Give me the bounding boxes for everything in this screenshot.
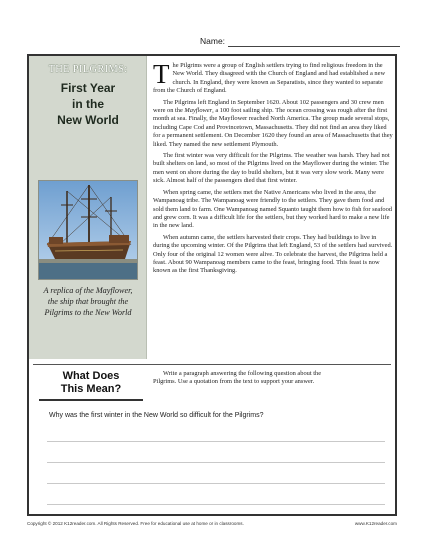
title-line: First Year [60, 81, 116, 95]
caption-line: A replica of the Mayflower, [43, 286, 133, 295]
copyright-notice: Copyright © 2012 K12reader.com. All Rights Reserved. Free for educational use at home or in classrooms. [27, 521, 244, 526]
instructions-line: Pilgrims. Use a quotation from the text to support your answer. [153, 378, 315, 386]
name-field[interactable] [200, 36, 400, 50]
section-divider [33, 364, 391, 365]
title-sidebar [29, 56, 147, 359]
paragraph-2 [153, 99, 393, 149]
answer-line[interactable] [47, 504, 385, 505]
answer-line[interactable] [47, 441, 385, 442]
page-title [29, 80, 147, 128]
name-label: Name: [200, 36, 226, 46]
heading-underline [39, 399, 143, 401]
paragraph-4: When spring came, the settlers met the Native Americans who lived in the area, the Wampanoag tribe. The Wampanoag were friendly to the settlers. They gave them food and sold them land to farm. One Wampanoag named Squanto taught them how to fish for seafood and grew corn. It was a difficult life for the settlers, but they worked hard to make a new life in the new land. [153, 188, 392, 230]
caption-line: Pilgrims to the New World [44, 307, 132, 317]
series-label: THE PILGRIMS: [48, 64, 128, 75]
answer-line[interactable] [47, 462, 385, 463]
answer-line[interactable] [47, 483, 385, 484]
title-line: in the [72, 97, 104, 111]
ship-name: Mayflower [184, 107, 213, 115]
photo-caption [33, 286, 143, 318]
paragraph-1 [153, 59, 393, 96]
question-text: Why was the first winter in the New World so difficult for the Pilgrims? [49, 412, 264, 419]
title-line: New World [57, 113, 119, 127]
instructions [153, 370, 381, 387]
paragraph-text: , a 100 foot sailing ship. The ocean crossing was rough after the first month at sea. Finally, the Mayflower reached North America. The group made several stops, including Cape Cod and Provincetown, Massachusetts. They did not find an area they liked for a permanent settlement. On December 1620 they found an area of Massachusetts that they liked. They named the new settlement Plymouth. [153, 107, 393, 148]
heading-line: What Does [62, 370, 120, 382]
caption-line: the ship that brought the [47, 296, 129, 306]
article-body [153, 59, 393, 279]
website-link[interactable]: www.K12reader.com [354, 521, 397, 526]
worksheet-frame [27, 54, 397, 516]
drop-cap: T [153, 59, 170, 89]
paragraph-text: The Pilgrims left England in September 1620. About 102 passengers and 30 crew men were on the [153, 98, 384, 115]
paragraph-text: he Pilgrims were a group of English settlers trying to find religious freedom in the New World. They disagreed with the Church of England and had established a new church. In England, they were known as Separatists, since they wanted to separate from the Church of England. [153, 62, 386, 95]
paragraph-5: When autumn came, the settlers harvested their crops. They had buildings to live in during the upcoming winter. Of the Pilgrims that left England, 53 of the settlers had survived. Only four of the original 12 women were alive. To celebrate the harvest, the Pilgrims held a feast. About 90 Wampanoag members came to the feast, bringing food. This feast is now known as the first Thanksgiving. [153, 233, 393, 275]
name-underline [228, 46, 400, 47]
paragraph-3: The first winter was very difficult for the Pilgrims. The weather was harsh. They had not built shelters on land, so most of the Pilgrims lived on the Mayflower during the winter. The men went on shore during the day to build shelters, but it was very slow work. Many were sick. Almost half of the passengers died that first winter. [153, 152, 390, 185]
section-heading [43, 370, 139, 396]
heading-line: This Mean? [60, 383, 122, 395]
ship-photo-icon [38, 180, 138, 280]
instructions-line: Write a paragraph answering the following question about the [163, 370, 322, 377]
